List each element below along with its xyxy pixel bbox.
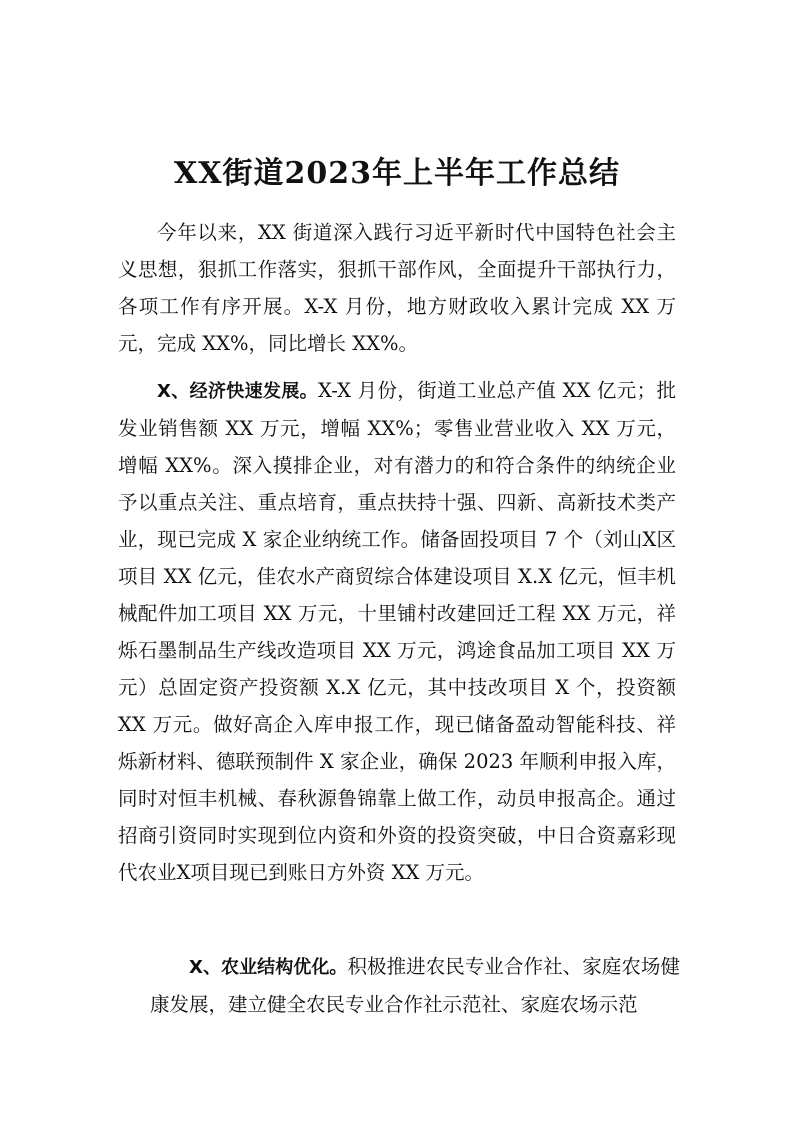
paragraph-economy <box>118 372 676 891</box>
paragraph-agriculture-text: 积极推进农民专业合作社、家庭农场健康发展，建立健全农民专业合作社示范社、家庭农场示范 <box>150 955 680 1016</box>
section-heading-economy: X、经济快速发展。 <box>157 381 319 402</box>
section-heading-agriculture: X、农业结构优化。 <box>189 957 348 978</box>
paragraph-agriculture <box>150 948 680 1023</box>
paragraph-intro-text: 今年以来，XX 街道深入践行习近平新时代中国特色社会主义思想，狠抓工作落实，狠抓干部作风，全面提升干部执行力，各项工作有序开展。X-X 月份，地方财政收入累计完成 XX 万元，完成 XX%，同比增长 XX%。 <box>118 221 676 355</box>
paragraph-intro <box>118 214 676 362</box>
paragraph-economy-text: X-X 月份，街道工业总产值 XX 亿元；批发业销售额 XX 万元，增幅 XX%；零售业营业收入 XX 万元，增幅 XX%。深入摸排企业，对有潜力的和符合条件的纳统企业予以重点关注、重点培育，重点扶持十强、四新、高新技术类产业，现已完成 X 家企业纳统工作。储备固投项目 7 个（刘山X区项目 XX 亿元，佳农水产商贸综合体建设项目 X.X 亿元，恒丰机械配件加工项目 XX 万元，十里铺村改建回迁工程 XX 万元，祥烁石墨制品生产线改造项目 XX 万元，鸿途食品加工项目 XX 万元）总固定资产投资额 X.X 亿元，其中技改项目 X 个，投资额 XX 万元。做好高企入库申报工作，现已储备盈动智能科技、祥烁新材料、德联预制件 X 家企业，确保 2023 年顺利申报入库，同时对恒丰机械、春秋源鲁锦靠上做工作，动员申报高企。通过招商引资同时实现到位内资和外资的投资突破，中日合资嘉彩现代农业X项目现已到账日方外资 XX 万元。 <box>118 379 676 884</box>
document-title: XX街道2023年上半年工作总结 <box>173 156 621 192</box>
